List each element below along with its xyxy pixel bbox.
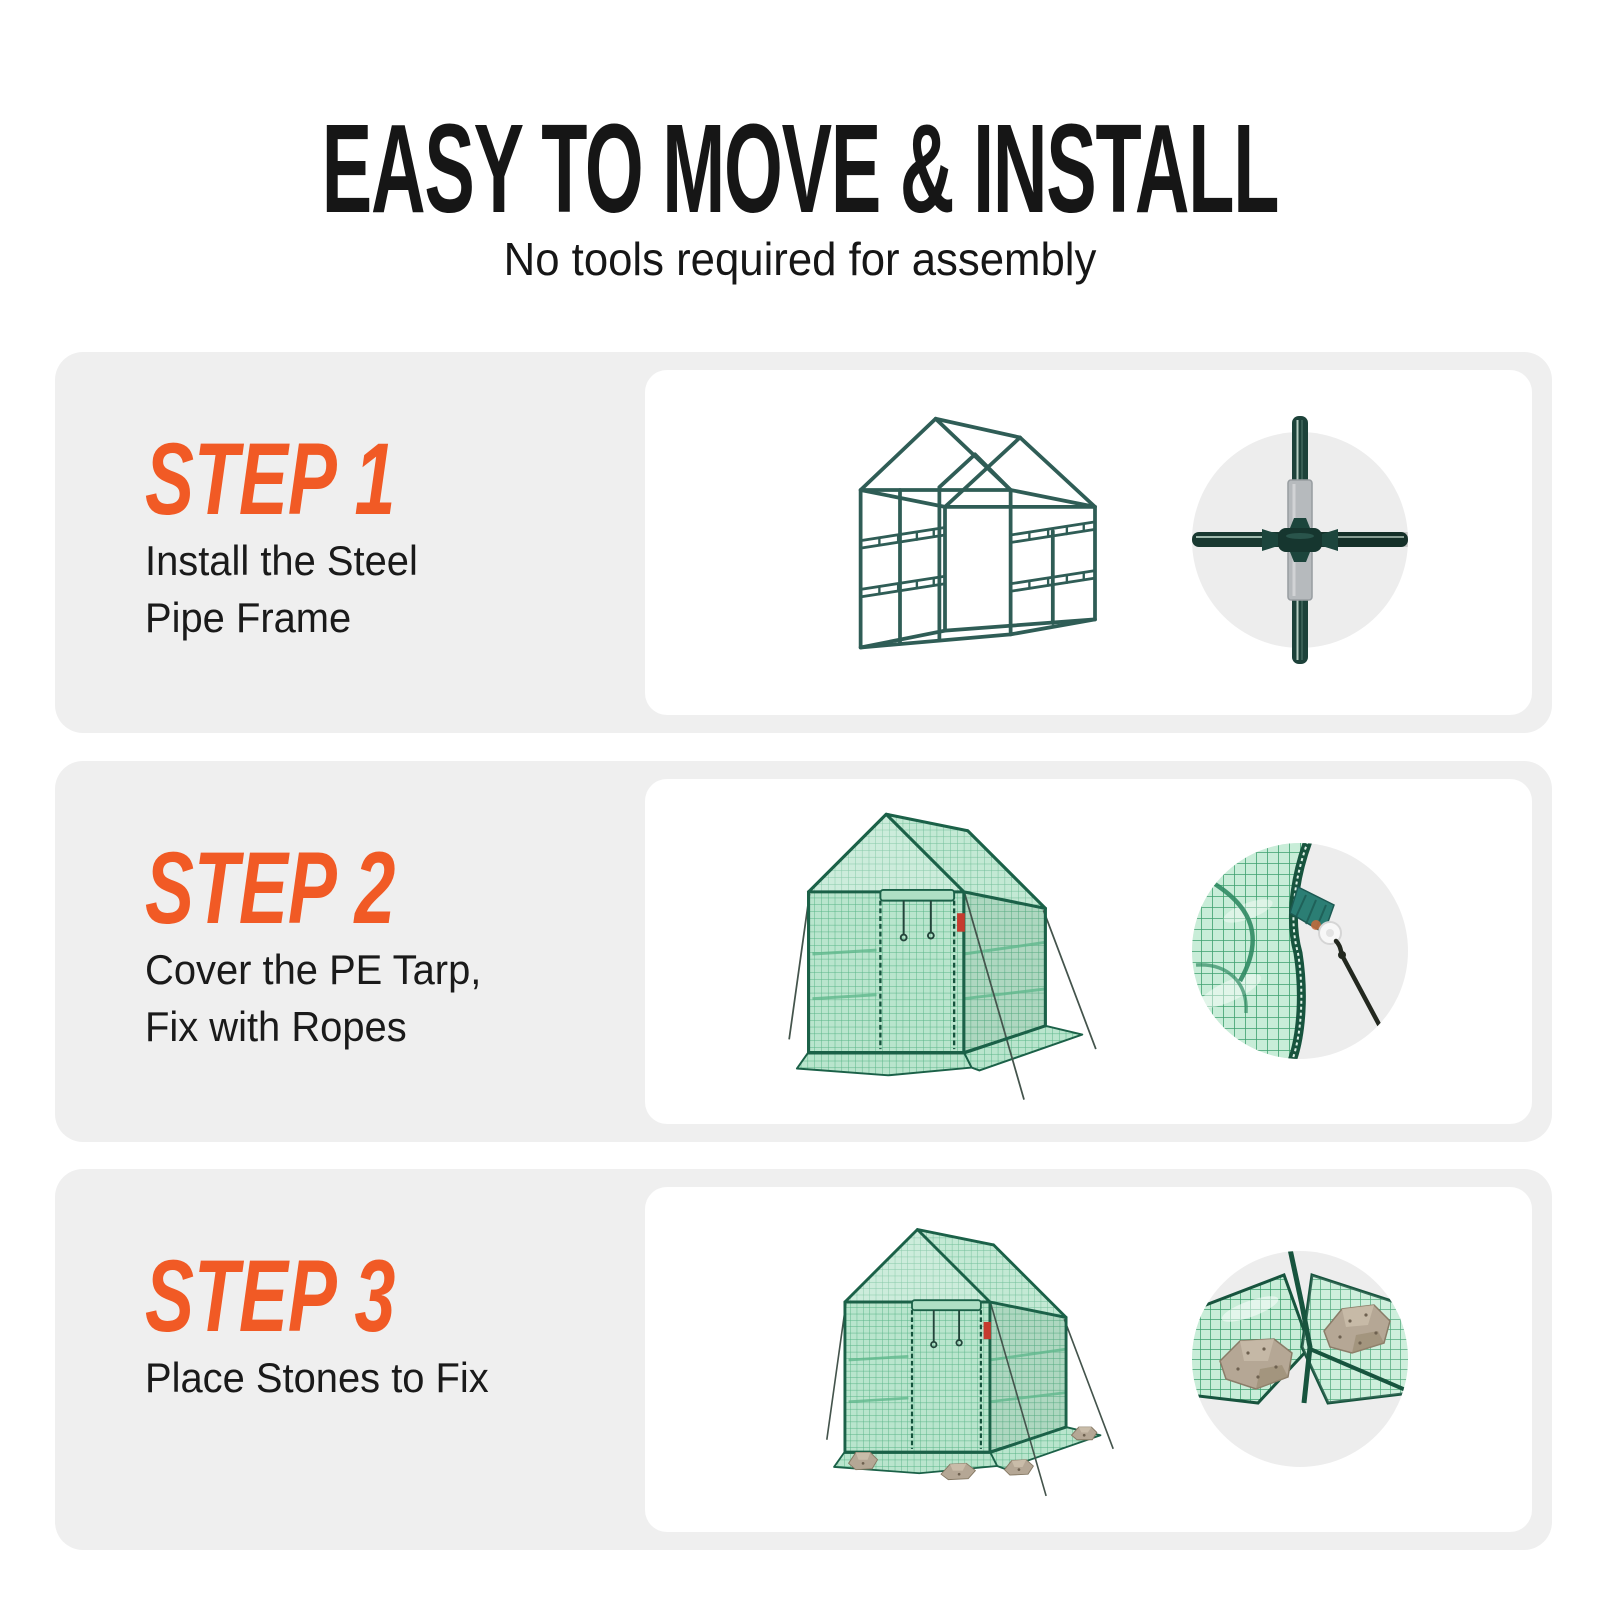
step2-label: STEP 2	[145, 831, 396, 945]
step-row-2	[55, 761, 1552, 1142]
step2-image-card	[645, 779, 1532, 1124]
tarp-greenhouse-illustration	[785, 789, 1100, 1119]
step2-description: Cover the PE Tarp, Fix with Ropes	[145, 946, 482, 1050]
step3-image-card	[645, 1187, 1532, 1532]
red-brand-label	[984, 1322, 991, 1339]
zipper-rope-detail-circle	[1190, 841, 1410, 1061]
step3-description: Place Stones to Fix	[145, 1354, 489, 1401]
step3-label: STEP 3	[145, 1239, 396, 1353]
pipe-joint-detail-circle	[1190, 410, 1410, 670]
step1-label: STEP 1	[145, 422, 396, 536]
tarp-greenhouse-stones-illustration	[825, 1195, 1115, 1525]
step-row-1	[55, 352, 1552, 733]
steel-frame-illustration	[840, 385, 1140, 700]
stones-detail-circle	[1190, 1249, 1410, 1469]
page-title: EASY TO MOVE & INSTALL	[321, 98, 1279, 239]
page-subtitle: No tools required for assembly	[503, 233, 1097, 285]
step-row-3	[55, 1169, 1552, 1550]
step1-image-card	[645, 370, 1532, 715]
red-brand-label	[957, 913, 965, 931]
step1-description: Install the Steel Pipe Frame	[145, 537, 418, 641]
